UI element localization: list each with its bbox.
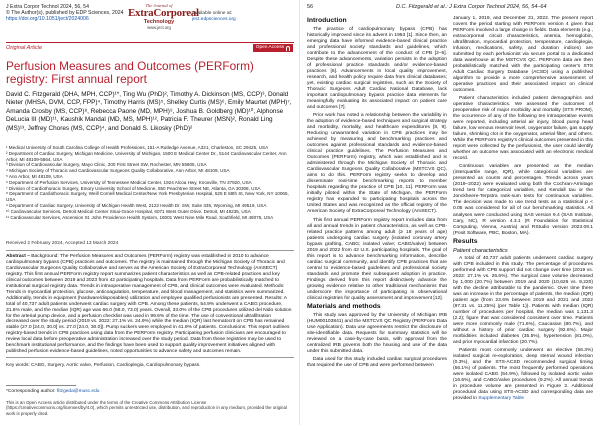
corr-label: *Corresponding author: bbox=[6, 389, 56, 394]
footnote-divider bbox=[6, 385, 76, 386]
available-url[interactable]: ject.edpsciences.org bbox=[192, 16, 236, 22]
available-online bbox=[192, 11, 292, 23]
logo-line-3: Technology bbox=[143, 19, 175, 25]
paragraph: Prior work has noted a relationship between the variability in the adoption of evidence-based techniques and surgical strategy and morbidity, mortality, and healthcare expenditures [8, 9]. Reducing unwarranted variation in CPB practices may be achieved by measuring and benchmarking practices and outcomes against professional standards and evidence-based clinical practice guidelines. The Perfusion Measures and Outcomes (PERForm) registry, which was established and is administered through the Michigan Society of Thoracic and Cardiovascular Surgeons Quality Collaborative (MSTCVS QC), aims to do this. PERForm registry seeks to develop and disseminate real-time benchmarking reports to member hospitals regarding the practice of CPB [10, 11]. PERForm was initially piloted within the State of Michigan, the PERForm registry has expanded to participating hospitals across the United States and was recognized as the official registry of the American Society of ExtraCorporeal Technology (AmSECT). bbox=[307, 113, 447, 215]
header-rule bbox=[6, 42, 294, 43]
copyright-line: © The Author(s), published by EDP Sciences, 2024 bbox=[6, 10, 124, 17]
affiliation: ³ Division of Cardiovascular Surgery, Mayo Clinic, 200 First Street SW, Rochester, MN 55905, USA bbox=[6, 162, 207, 168]
logo-line-2: ExtraCorporeal bbox=[128, 7, 199, 19]
paragraph: January 1, 2019, and December 31, 2022. The present report covers the period starting with PERForm version 4 given that PERForm involved a large change in fields. Data elements (e.g., extracorporeal circuit characteristics, anemia, hemoglobin, ultrafiltration, myocardial protection, temperature, cardioplegia, infusion, medications, safety, and duration indices) are submitted by each perfusionist via secure portal to a dedicated data warehouse at the MSTCVS QC. PERForm data are then probabilistically matched with the participating center's STS Adult Cardiac Surgery Database (ACSD) using a published algorithm to provide a more comprehensive assessment of operative practices and their associated impact on clinical outcomes. bbox=[453, 16, 593, 94]
affiliation: ⁶ Department of Perfusion Services, University of Tennessee Medical Center, 1924 Alcoa Hwy, Knoxville, TN 37920, USA bbox=[6, 179, 252, 185]
paragraph: Continuous variables are presented as the median (interquartile range, IQR), while categorical variables are presented as counts and percentages. Trends across years (2019–2022) were evaluated using both the Cochran-Armitage trend test for categorical variables, and Kendall tau or the Jonckheere-Terpstra rank-sum tests for continuous variables. The decision was made to use trend tests as a statistical p < 0.05 was considered for all of our benchmarking statistics. All analyses were conducted using SAS version 9.4 (SAS Institute, Cary, NC), R version 4.3.1 (R Foundation for Statistical Computing, Vienna, Austria) and RStudio version 2023.09.1 (Posit Software, PBC, Boston, MA). bbox=[453, 164, 593, 236]
affiliation: ¹⁰ Cardiovascular Services, Detroit Medical Center Sinai-Grace Hospital, 6071 West Outer Drive, Detroit, MI 48235, USA bbox=[6, 208, 251, 214]
running-head: D.C. Fitzgerald et al.: J Extra Corpor Technol 2024, 56, 54–64 bbox=[396, 4, 547, 10]
corr-email-link[interactable]: fitzgeda@musc.edu bbox=[56, 389, 100, 394]
available-label: Available online at: bbox=[192, 11, 233, 16]
section-heading: Results bbox=[453, 237, 478, 245]
journal-logo[interactable] bbox=[128, 3, 199, 30]
abstract-label: Abstract – bbox=[6, 254, 30, 259]
affiliation: ⁵ Ann Arbor, MI 48109, USA bbox=[6, 173, 63, 179]
journal-citation bbox=[6, 4, 126, 23]
paragraph: A total of 40,737 adult patients underwent cardiac surgery with CPB included in this study. The percentage of procedures performed with CPB support did not change over time (2019 vs. 2022: 27.1% vs. 26.6%). The surgical case volume decreased by 1,000 (20.7%) between 2019 and 2020 (10,626 vs. 9,220) with the decline attributable to the pandemic. Over time there was an increase in the percentage of patients, the median (IQR) patient age (from 23.6% between 2019 and 2021 and 2022 (97.31 vs. 11.25%) (per Table 1)). Patients with median (IQR) number of procedures per hospital, the median was 1,131.3 (2.2); figure that was considered consistent over time. Patients were more commonly male (71.6%), Caucasian (80.7%), and without a history of prior cardiac surgery (92.6%). Major morbidities included diabetes (35.5%), hypertension (81.0%), and prior myocardial infarction (20.7%). bbox=[453, 255, 593, 345]
supplementary-table-link[interactable]: Supplementary Table bbox=[478, 395, 525, 401]
logo-line-1: The Journal of bbox=[145, 3, 173, 8]
doi-link[interactable]: https://doi.org/10.1051/ject/2024006 bbox=[6, 16, 89, 23]
open-access-badge bbox=[253, 44, 293, 52]
paragraph-text: Patients most commonly underwent an elective (56.3%) isolated surgical re-exploration, deep sternal wound infection (0.3%), and the STS-ACSD recommended surgical timing (56.1%) of patients. The most frequently performed operations were isolated CABG (54.9%), followed by isolated aortic valve (16.6%), and CABG/valve procedures (9.2%). All annual trends in procedure volume are presented in Figure 2. Additional procedural data using STS-ACSD and corresponding data are provided in bbox=[453, 347, 593, 401]
open-access-label: Open Access bbox=[255, 45, 284, 50]
affiliation: ⁸ Department of Cardiothoracic Surgery, Weill Cornell Medical Center/New York Presbyterian Hospital, 525 E 68th St, New York, NY 10065, USA bbox=[6, 191, 289, 203]
article-type: Original Article bbox=[6, 45, 43, 51]
paragraph bbox=[453, 348, 593, 402]
affiliation: ¹¹ Cardiovascular Services, Ascension St. John Providence Health System, 16001 West Nine Mile Road, Southfield, MI 48075, USA bbox=[6, 214, 274, 220]
affiliation: ¹ Medical University of South Carolina College of Health Professions, 151-A Rutledge Avenue, A321, Charleston, SC 29425, USA bbox=[6, 145, 269, 150]
author-list: David C. Fitzgerald (DHA, MPH, CCP)¹*, Ting Wu (PhD)², Timothy A. Dickinson (MS, CCP)³, Donald Nieter (MHSA, DVM, CCP, FPP)⁴, Timothy Harris (MS)⁵, Shelley Curtis (MS)⁶, Emily Maurtet (MPH)⁷, Amanda Crosby (MS, CCP)⁸, Rebecca Paone (MD, MPH)⁹, Joshua B. Goldberg (MD)¹⁰, Alphonse DeLucia III (MD)¹¹, Kaushik Mandal (MD, MS, MPH)¹², Patricia F. Theurer (MSN)², Ronald Ling (MS)¹³, Jeffrey Chores (MS, CCP)⁴, and Donald S. Likosky (PhD)² bbox=[6, 91, 292, 132]
received-dates: Received 2 February 2024, Accepted 13 March 2024 bbox=[6, 241, 119, 246]
affiliation: ² Department of Cardiac Surgery, Michigan Medicine, University of Michigan, 1500 E Medical Center Dr., 5144 Cardiovascular Center, Ann Arbor, MI 48109-5864, USA bbox=[6, 150, 287, 162]
paragraph: Patient characteristics included patient demographics and operative characteristics. We assessed the outcomes of preoperative risk of major morbidity and mortality (STS PROM), the occurrence of any of the following ten intraoperative events were reported, including arterial air injury, blood pump head failure, low venous reservoir level, oxygenator failure, gas supply failure, shrinking clot in the oxygenator, arterial filter, and others. While the PERForm registry's clinical outcomes presented in this report were collected by the perfusionist, the user could identify whether an outcome was associated with an electronic medical record. bbox=[453, 96, 593, 162]
affiliation: ⁷ Division of Cardiothoracic Surgery, Emory University School of Medicine, 550 Peachtree Street NE, Atlanta, GA 30308, USA bbox=[6, 185, 261, 191]
citation-line: J Extra Corpor Technol 2024, 56, 54 bbox=[6, 4, 89, 10]
paragraph: The practice of cardiopulmonary bypass (CPB) has historically improved since its advent in 1953 [1]. Since then, an emerging data have informed evidence-based clinical practice and professional society standards and guidelines, which contribute to the advancement of the conduct of CPB [2–5]. Despite these advancements, variation persists in the adoption of professional practice standards and/or evidence-based practices [6]. Advancements in local quality improvement, research, and health policy require data from clinical databases; yet, existing cardiac surgical registries, such as the Society of Thoracic Surgeons Adult Cardiac National Database, lack important cardiopulmonary bypass practice data elements for meaningfully evaluating its associated impact on patient care and outcomes [7]. bbox=[307, 27, 447, 111]
corresponding-author bbox=[6, 389, 99, 394]
keywords: Key words: CABG, Surgery, Aortic valve, Perfusion, Cardioplegia, Cardiopulmonary bypass. bbox=[6, 363, 201, 368]
section-heading: Materials and methods bbox=[307, 302, 381, 310]
license-notice: This is an Open Access article distributed under the terms of the Creative Commons Attribution License (https://creativecommons.org/licenses/by/4.0), which permits unrestricted use, distribution, and reproduction in any medium, provided the original work is properly cited. bbox=[6, 400, 287, 416]
text-column-1 bbox=[307, 16, 447, 422]
text-column-2 bbox=[453, 16, 593, 422]
paragraph: This first annual PERForm registry report includes data from all and annual trends in patient characteristics, as well as CPB-related practice patterns among adult (≥ 18 years of age) patients undergoing cardiac surgery (isolated coronary artery bypass grafting, CABG; isolated valve; CABG/valve) between 2019 and 2022 from 42 U.S. participating hospitals. The goal of this report is to advance benchmarking information, describe cardiac surgical community, and identify CPB practices that are central to evidence-based guidelines and professional society standards and promote their subsequent adoption in practice. Findings derived from this report distinctively advance the growing evidence relative to other traditional mechanisms that underscore the importance of participating in observational clinical registries for quality assessment and improvement [12]. bbox=[307, 217, 447, 301]
page-number: 56 bbox=[307, 4, 314, 10]
subsection-heading: Patient characteristics bbox=[453, 247, 508, 254]
section-heading: Introduction bbox=[307, 17, 347, 24]
right-page bbox=[301, 0, 600, 425]
paragraph: Data used for this study included cardiac surgical procedures that required the use of CPB and were performed between bbox=[307, 356, 447, 368]
abstract bbox=[6, 250, 294, 358]
affiliation: ⁴ Michigan Society of Thoracic and Cardiovascular Surgeons Quality Collaborative, Ann Arbor, MI 48109, USA bbox=[6, 168, 230, 174]
affiliations bbox=[6, 145, 294, 220]
affiliation: ⁹ Department of Cardiac Surgery, University of Michigan Health West, 2122 Health Dr. SW, Suite 335, Wyoming, MI 49519, USA bbox=[6, 202, 267, 208]
abstract-text: Background: The Perfusion Measures and Outcomes (PERForm) registry was established in 2010 to advance cardiopulmonary bypass (CPB) practices and outcomes. The registry is maintained through the Michigan Society of Thoracic and Cardiovascular Surgeons Quality Collaborative and serves as the American Society of ExtraCorporeal Technology (AmSECT) registry. This first annual PERForm registry report summarizes patient characteristics as well as CPB-related practices and key clinical outcomes between 2019 and 2023 from 42 participating hospitals. Data from PERForm are probabilistically matched to institutional surgical registry data. Trends in intraoperative management of CPB, and clinical outcomes were evaluated. Methods: Trends in myocardial protection, glucose, anticoagulation, temperature, and blood management, and statistics were summarized. Additionally, trends in equipment (hardware/disposables) utilization and employee qualified perfusionists are presented. Results: A total of 40,737 adult patients underwent cardiac surgery with CPB. Among these patients, 54.9% underwent a CABG procedure, 31.6% male, and the median (IQR) age was 66.0 (58.0, 73.0) years. Overall, 33.0% of the CPB procedures utilized del Nido solution for the arterial pump device, and a perfusion checklist was used in 99.6% of the time. The use of conventional ultrafiltration decreased over the study period (2019 vs. 2022: 27.1% vs. 24.9%) while the median (IQR) last hematocrit on CPB has remained stable (27.0 [24.0, 30.0] vs. 27.0 [24.0, 30.0]). Pump suckers were employed in 41.9% of patients. Conclusions: This report outlines registry-based trends in CPB practices using data from the PERForm registry. Participating perfusion clinicians are encouraged to review local data before preoperative administration increased over the study period. Data from these registries may be used to benchmark institutional performance, and the findings have been used to support quality improvement initiatives aligned with published perfusion evidence-based guidelines, noted opportunities to advance safety and outcomes remain. bbox=[6, 254, 292, 355]
article-title: Perfusion Measures and Outcomes (PERForm) registry: First annual report bbox=[6, 59, 254, 86]
logo-url: www.ject.org bbox=[147, 25, 171, 30]
paragraph: This study was approved by the University of Michigan IRB (HUM00103841) and the MSTCVS QC Registry (PERForm Data Use Application). Data use agreements restrict the disclosure of site-identifiable data. Requests for summary statistics will be reviewed on a case-by-case basis, with approval from the centralized IRB governs both the housing and use of the data under this submitted data. bbox=[307, 312, 447, 354]
open-lock-icon bbox=[286, 46, 290, 51]
